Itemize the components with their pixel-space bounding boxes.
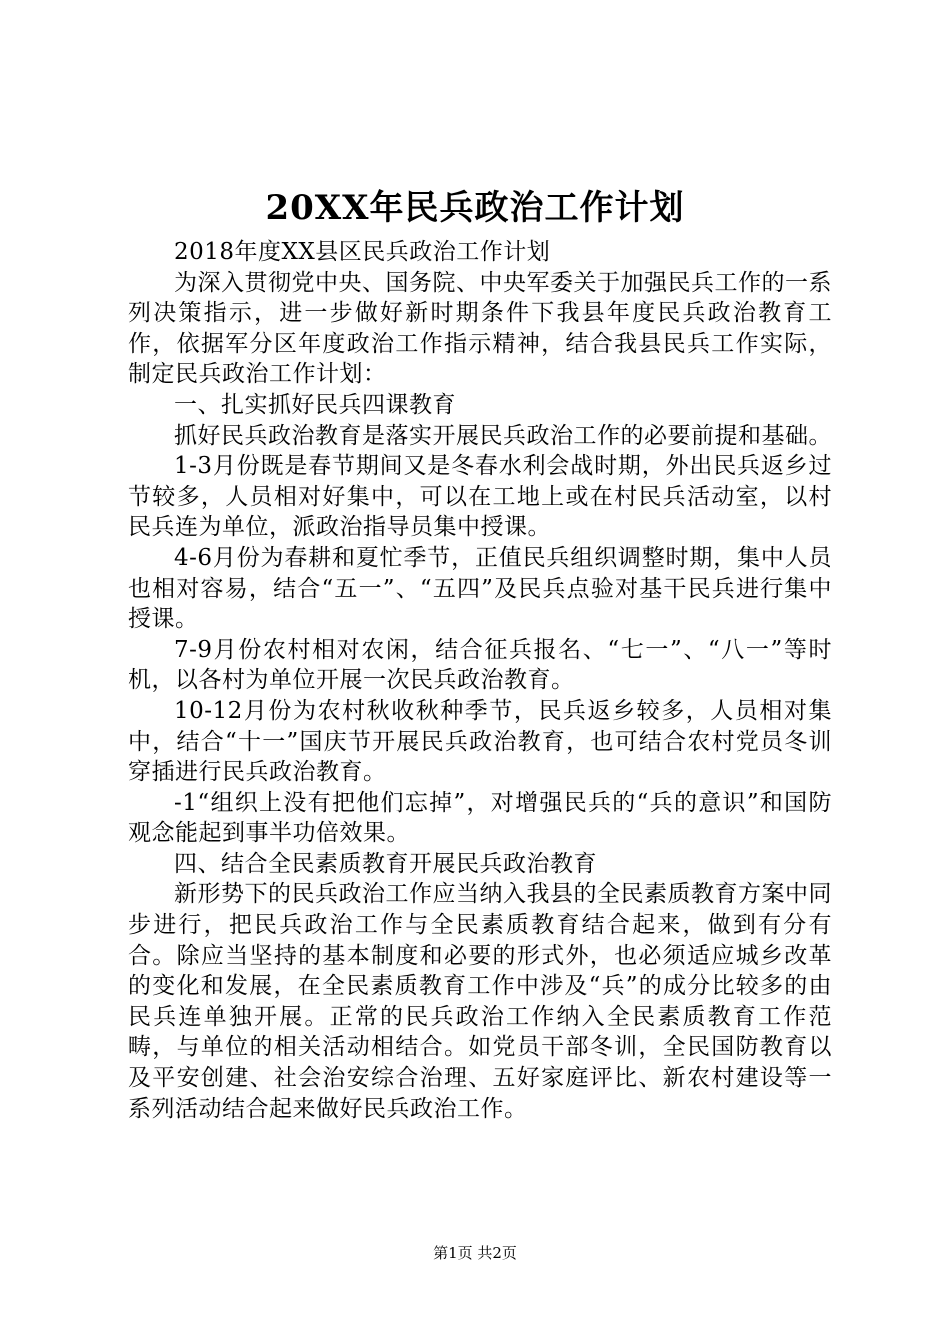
paragraph: 7-9月份农村相对农闲，结合征兵报名、“七一”、“八一”等时机，以各村为单位开展一次民兵政治教育。 (128, 636, 832, 694)
paragraph: 抓好民兵政治教育是落实开展民兵政治工作的必要前提和基础。 (174, 422, 832, 449)
paragraph: 新形势下的民兵政治工作应当纳入我县的全民素质教育方案中同步进行，把民兵政治工作与全民素质教育结合起来，做到有分有合。除应当坚持的基本制度和必要的形式外，也必须适应城乡改革的变化和发展，在全民素质教育工作中涉及“兵”的成分比较多的由民兵连单独开展。正常的民兵政治工作纳入全民素质教育工作范畴，与单位的相关活动相结合。如党员干部冬训，全民国防教育以及平安创建、社会治安综合治理、五好家庭评比、新农村建设等一系列活动结合起来做好民兵政治工作。 (128, 881, 832, 1122)
section-heading-1: 一、扎实抓好民兵四课教育 (174, 391, 456, 418)
document-body (128, 237, 832, 1124)
paragraph: 10-12月份为农村秋收秋种季节，民兵返乡较多，人员相对集中，结合“十一”国庆节开展民兵政治教育，也可结合农村党员冬训穿插进行民兵政治教育。 (128, 697, 832, 786)
section-heading-4: 四、结合全民素质教育开展民兵政治教育 (174, 850, 597, 877)
paragraph-subtitle: 2018年度XX县区民兵政治工作计划 (174, 239, 551, 265)
paragraph-intro: 为深入贯彻党中央、国务院、中央军委关于加强民兵工作的一系列决策指示，进一步做好新时期条件下我县年度民兵政治教育工作，依据军分区年度政治工作指示精神，结合我县民兵工作实际，制定民兵政治工作计划： (128, 269, 832, 388)
paragraph: -1“组织上没有把他们忘掉”，对增强民兵的“兵的意识”和国防观念能起到事半功倍效果。 (128, 789, 832, 847)
paragraph: 4-6月份为春耕和夏忙季节，正值民兵组织调整时期，集中人员也相对容易，结合“五一”、“五四”及民兵点验对基干民兵进行集中授课。 (128, 544, 832, 633)
page-footer: 第1页 共2页 (433, 1244, 517, 1262)
paragraph: 1-3月份既是春节期间又是冬春水利会战时期，外出民兵返乡过节较多，人员相对好集中，可以在工地上或在村民兵活动室，以村民兵连为单位，派政治指导员集中授课。 (128, 453, 832, 541)
document-title: 20XX年民兵政治工作计划 (265, 188, 685, 228)
